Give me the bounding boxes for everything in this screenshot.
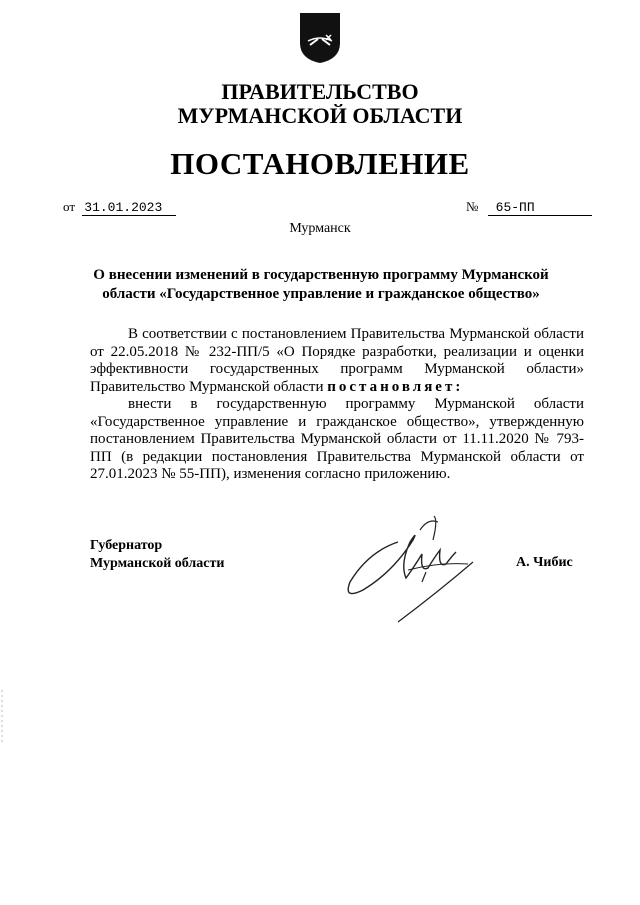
position-line2: Мурманской области [90,556,225,571]
position-line1: Губернатор [90,538,163,553]
resolves-word: постановляет: [327,378,464,395]
signatory-name: А. Чибис [516,555,573,570]
document-title: О внесении изменений в государственную программу Мурманской области «Государственное управление и гражданское общество» [93,267,549,302]
paragraph-1-text: В соответствии с постановлением Правительства Мурманской области от 22.05.2018 № 232-ПП/5 «О Порядке разработки, реализации и оценки эффективности государственных программ Мурманской области» Правительство Мурманской области [90,326,584,395]
coat-of-arms-emblem [298,11,342,65]
handwritten-signature [338,512,488,632]
date-field [63,199,176,216]
org-name-line1: ПРАВИТЕЛЬСТВО [221,79,419,104]
document-type: ПОСТАНОВЛЕНИЕ [170,146,470,181]
paragraph-1 [90,326,584,396]
document-date: 31.01.2023 [82,200,176,216]
number-prefix: № [466,199,479,214]
document-number: 65-ПП [488,200,592,216]
number-field [466,199,592,216]
signatory-position [90,537,224,573]
paragraph-2: внести в государственную программу Мурманской области «Государственное управление и гражданское общество», утвержденную постановлением Правительства Мурманской области от 11.11.2020 № 793-ПП (в редакции постановления Правительства Мурманской области от 27.01.2023 № 55-ПП), изменения согласно приложению. [90,396,584,482]
date-prefix: от [63,199,76,214]
city-name: Мурманск [289,221,351,236]
document-body [90,326,584,484]
org-name-line2: МУРМАНСКОЙ ОБЛАСТИ [177,103,463,128]
scan-edge-mark [0,690,4,745]
